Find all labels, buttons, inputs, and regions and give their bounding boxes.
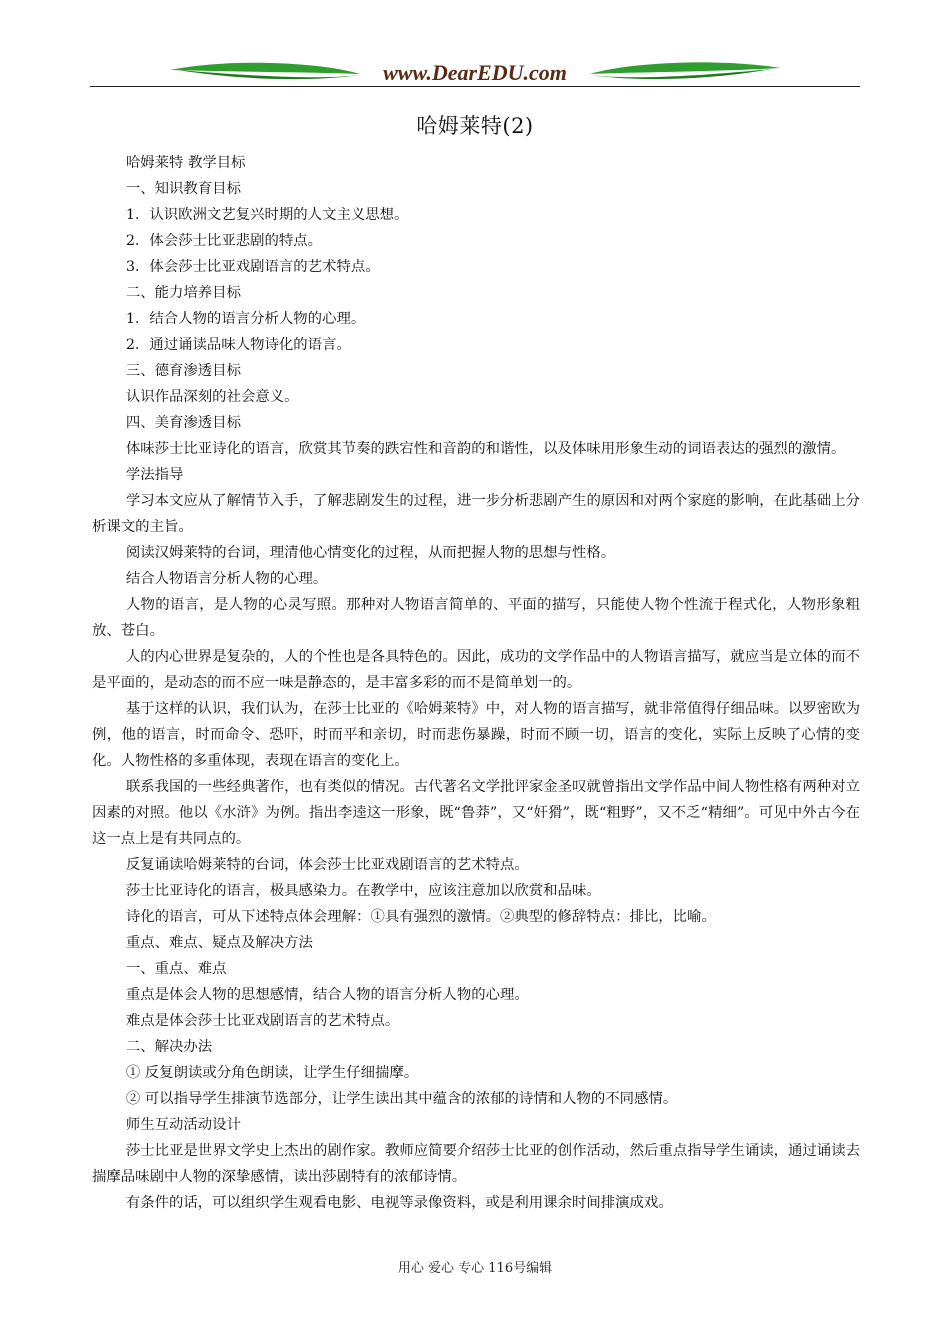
list-item: 1．结合人物的语言分析人物的心理。 bbox=[125, 311, 366, 327]
section-heading: 重点、难点、疑点及解决方法 bbox=[125, 935, 313, 951]
paragraph: 联系我国的一些经典著作，也有类似的情况。古代著名文学批评家金圣叹就曾指出文学作品中间人物性格有两种对立因素的对照。他以《水浒》为例。指出李逵这一形象，既“鲁莽”，又“奸猾”，既“粗野”，又不乏“精细”。可见中外古今在这一点上是有共同点的。 bbox=[92, 779, 860, 847]
logo-text: www.DearEDU.com bbox=[383, 60, 567, 85]
section-heading: 三、德育渗透目标 bbox=[125, 363, 241, 379]
section-heading: 学法指导 bbox=[125, 467, 184, 483]
document-title: 哈姆莱特(2) bbox=[416, 114, 534, 138]
section-heading: 师生互动活动设计 bbox=[125, 1117, 241, 1133]
paragraph: 反复诵读哈姆莱特的台词，体会莎士比亚戏剧语言的艺术特点。 bbox=[125, 857, 529, 873]
paragraph: 难点是体会莎士比亚戏剧语言的艺术特点。 bbox=[125, 1013, 400, 1029]
section-heading: 二、能力培养目标 bbox=[125, 285, 241, 301]
paragraph: 人的内心世界是复杂的，人的个性也是各具特色的。因此，成功的文学作品中的人物语言描写，就应当是立体的而不是平面的，是动态的而不应一味是静态的，是丰富多彩的而不是简单划一的。 bbox=[92, 649, 860, 691]
list-item: 1．认识欧洲文艺复兴时期的人文主义思想。 bbox=[125, 207, 409, 223]
paragraph: 结合人物语言分析人物的心理。 bbox=[125, 571, 328, 587]
header-rule bbox=[90, 86, 860, 87]
page-footer: 用心 爱心 专心 116号编辑 bbox=[397, 1261, 553, 1276]
paragraph: 莎士比亚是世界文学史上杰出的剧作家。教师应简要介绍莎士比亚的创作活动，然后重点指导学生诵读，通过诵读去揣摩品味剧中人物的深挚感情，读出莎剧特有的浓郁诗情。 bbox=[92, 1143, 860, 1185]
list-item: 2．体会莎士比亚悲剧的特点。 bbox=[125, 233, 323, 249]
list-item: 3．体会莎士比亚戏剧语言的艺术特点。 bbox=[125, 259, 380, 275]
paragraph: 哈姆莱特 教学目标 bbox=[125, 155, 246, 171]
paragraph: 莎士比亚诗化的语言，极具感染力。在教学中，应该注意加以欣赏和品味。 bbox=[125, 883, 601, 899]
section-heading: 二、解决办法 bbox=[125, 1039, 213, 1055]
list-item: ① 反复朗读或分角色朗读，让学生仔细揣摩。 bbox=[125, 1065, 419, 1081]
paragraph: 有条件的话，可以组织学生观看电影、电视等录像资料，或是利用课余时间排演成戏。 bbox=[125, 1195, 673, 1211]
section-heading: 一、重点、难点 bbox=[125, 961, 227, 977]
paragraph: 认识作品深刻的社会意义。 bbox=[125, 389, 299, 405]
paragraph: 人物的语言，是人物的心灵写照。那种对人物语言简单的、平面的描写，只能使人物个性流于程式化，人物形象粗放、苍白。 bbox=[92, 597, 860, 639]
paragraph: 诗化的语言，可从下述特点体会理解：①具有强烈的激情。②典型的修辞特点：排比，比喻。 bbox=[125, 909, 716, 925]
paragraph: 学习本文应从了解情节入手，了解悲剧发生的过程，进一步分析悲剧产生的原因和对两个家庭的影响，在此基础上分析课文的主旨。 bbox=[92, 493, 860, 535]
paragraph: 重点是体会人物的思想感情，结合人物的语言分析人物的心理。 bbox=[125, 987, 529, 1003]
list-item: ② 可以指导学生排演节选部分，让学生读出其中蕴含的浓郁的诗情和人物的不同感情。 bbox=[125, 1091, 678, 1107]
document-body bbox=[92, 150, 860, 1216]
paragraph: 阅读汉姆莱特的台词，理清他心情变化的过程，从而把握人物的思想与性格。 bbox=[125, 545, 616, 561]
section-heading: 四、美育渗透目标 bbox=[125, 415, 241, 431]
list-item: 2．通过诵读品味人物诗化的语言。 bbox=[125, 337, 351, 353]
section-heading: 一、知识教育目标 bbox=[125, 181, 241, 197]
paragraph: 体味莎士比亚诗化的语言，欣赏其节奏的跌宕性和音韵的和谐性，以及体味用形象生动的词语表达的强烈的激情。 bbox=[125, 441, 846, 457]
paragraph: 基于这样的认识，我们认为，在莎士比亚的《哈姆莱特》中，对人物的语言描写，就非常值得仔细品味。以罗密欧为例，他的语言，时而命令、恐吓，时而平和亲切，时而悲伤暴躁，时而不顾一切，语言的变化，实际上反映了心情的变化。人物性格的多重体现，表现在语言的变化上。 bbox=[92, 701, 860, 769]
